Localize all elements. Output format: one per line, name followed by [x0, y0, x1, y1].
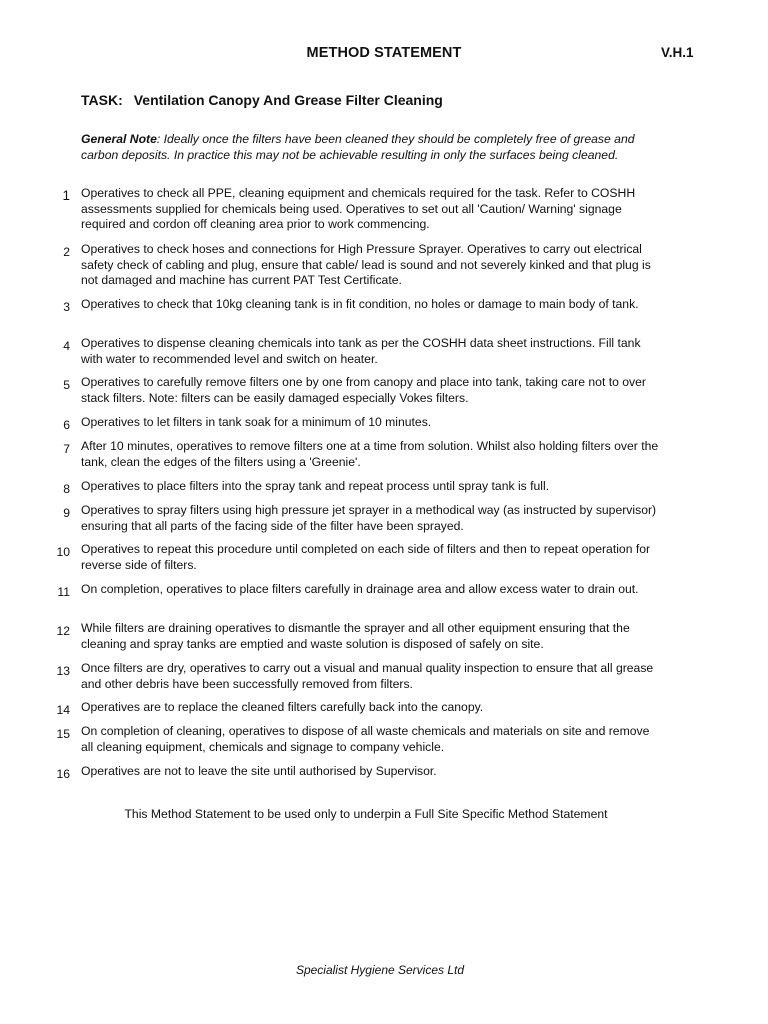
task-heading	[81, 92, 443, 108]
step-number: 13	[56, 664, 70, 678]
step-text: On completion of cleaning, operatives to dispose of all waste chemicals and materials on site and remove all cleaning equipment, chemicals and signage to company vehicle.	[81, 724, 650, 754]
step-text: After 10 minutes, operatives to remove filters one at a time from solution. Whilst also holding filters over the tank, clean the edges of the filters using a 'Greenie'.	[81, 439, 659, 469]
step-text: Operatives to place filters into the spray tank and repeat process until spray tank is full.	[81, 479, 550, 493]
step-number: 4	[63, 339, 70, 353]
task-label: TASK:	[81, 92, 123, 108]
step-number: 11	[57, 585, 70, 599]
step-number: 5	[63, 378, 70, 392]
step-number: 9	[63, 506, 70, 520]
step-text: Operatives are to replace the cleaned filters carefully back into the canopy.	[81, 700, 484, 714]
step-text: While filters are draining operatives to dismantle the sprayer and all other equipment ensuring that the cleaning and spray tanks are emptied and waste solution is disposed of safely on site.	[81, 621, 630, 651]
step-number: 6	[63, 418, 70, 432]
closing-statement: This Method Statement to be used only to underpin a Full Site Specific Method Statement	[124, 807, 608, 821]
step-text: Operatives to carefully remove filters one by one from canopy and place into tank, taking care not to over stack filters. Note: filters can be easily damaged especially Vokes filters.	[81, 375, 646, 405]
step-number: 8	[63, 482, 70, 496]
version-label: V.H.1	[661, 45, 694, 60]
step-number: 3	[63, 300, 70, 314]
general-note-text: Ideally once the filters have been cleaned they should be completely free of grease and carbon deposits. In practice this may not be achievable resulting in only the surfaces being cleaned.	[81, 132, 635, 162]
document-title: METHOD STATEMENT	[306, 45, 462, 61]
step-text: Operatives to check all PPE, cleaning equipment and chemicals required for the task. Refer to COSHH assessments supplied for chemicals being used. Operatives to set out all 'Caution/ Warning' signage required and cordon off cleaning area prior to work commencing.	[81, 186, 636, 231]
step-number: 15	[56, 727, 70, 741]
step-number: 10	[56, 545, 70, 559]
step-number: 1	[62, 188, 70, 203]
step-text: On completion, operatives to place filters carefully in drainage area and allow excess water to drain out.	[81, 582, 639, 596]
step-text: Once filters are dry, operatives to carry out a visual and manual quality inspection to ensure that all grease and other debris have been successfully removed from filters.	[81, 661, 654, 691]
step-text: Operatives to check hoses and connections for High Pressure Sprayer. Operatives to carry out electrical safety check of cabling and plug, ensure that cable/ lead is sound and not severely kinked and that plug is not damaged and machine has current PAT Test Certificate.	[81, 242, 651, 287]
step-text: Operatives to spray filters using high pressure jet sprayer in a methodical way (as instructed by supervisor) ensuring that all parts of the facing side of the filter have been sprayed.	[81, 503, 657, 533]
step-text: Operatives to dispense cleaning chemicals into tank as per the COSHH data sheet instructions. Fill tank with water to recommended level and switch on heater.	[81, 336, 641, 366]
general-note	[81, 132, 661, 163]
task-name: Ventilation Canopy And Grease Filter Cleaning	[133, 92, 443, 108]
step-number: 14	[56, 703, 70, 717]
step-text: Operatives to check that 10kg cleaning tank is in fit condition, no holes or damage to main body of tank.	[81, 297, 639, 311]
step-number: 2	[63, 245, 70, 259]
step-text: Operatives to let filters in tank soak for a minimum of 10 minutes.	[81, 415, 432, 429]
footer-company-name: Specialist Hygiene Services Ltd	[295, 963, 465, 977]
step-number: 7	[63, 442, 70, 456]
general-note-separator: :	[156, 132, 161, 146]
step-text: Operatives to repeat this procedure until completed on each side of filters and then to repeat operation for reverse side of filters.	[81, 542, 651, 572]
step-number: 12	[56, 624, 70, 638]
step-text: Operatives are not to leave the site until authorised by Supervisor.	[81, 764, 437, 778]
step-number: 16	[56, 767, 70, 781]
general-note-label: General Note	[81, 132, 157, 146]
